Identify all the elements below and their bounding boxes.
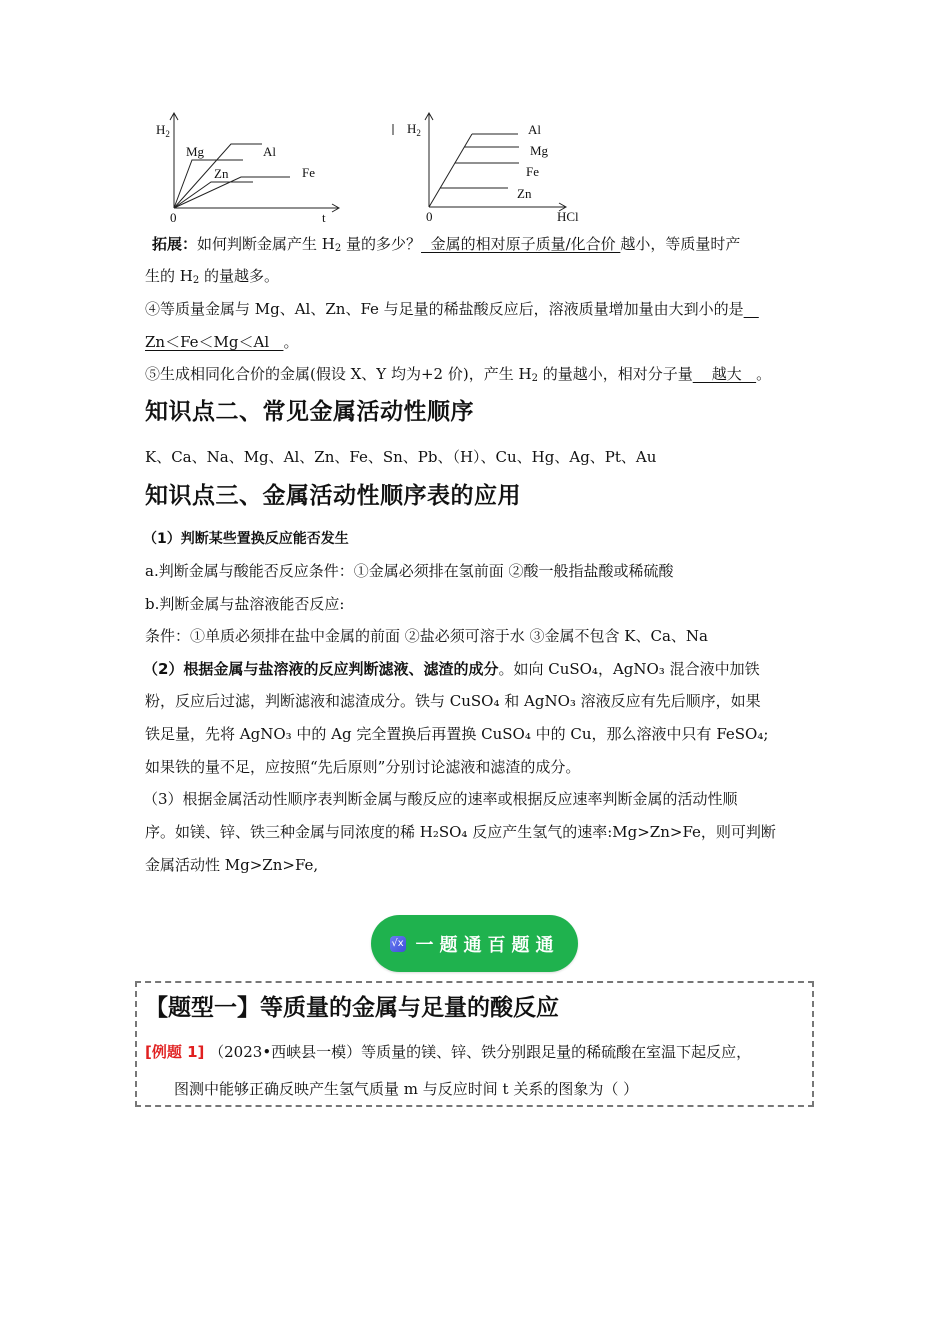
point-3-line-1: （3）根据金属活动性顺序表判断金属与酸反应的速率或根据反应速率判断金属的活动性顺 xyxy=(143,790,738,808)
point-1-b: b.判断金属与盐溶液能否反应: xyxy=(145,595,345,613)
question-type-title: 【题型一】等质量的金属与足量的酸反应 xyxy=(145,995,559,1021)
question-box xyxy=(135,981,814,1107)
section-3-heading: 知识点三、金属活动性顺序表的应用 xyxy=(145,483,521,509)
point-3-line-3: 金属活动性 Mg>Zn>Fe, xyxy=(145,856,319,874)
item-4-line-2: Zn＜Fe＜Mg＜Al 。 xyxy=(145,333,299,351)
origin-label: 0 xyxy=(170,210,177,225)
legend-al: Al xyxy=(528,122,541,137)
point-2-line-1: （2）根据金属与盐溶液的反应判断滤液、滤渣的成分。如向 CuSO₄，AgNO₃ 混合液中加铁 xyxy=(143,660,760,678)
legend-fe: Fe xyxy=(526,164,539,179)
legend-fe: Fe xyxy=(302,165,315,180)
legend-zn: Zn xyxy=(214,166,229,181)
item-4-answer: Zn＜Fe＜Mg＜Al xyxy=(145,333,284,351)
item-5-answer: 越大 xyxy=(692,365,757,383)
example-tag: [例题 1] xyxy=(145,1043,205,1061)
banner-one-question-many xyxy=(371,915,578,972)
section-2-heading: 知识点二、常见金属活动性顺序 xyxy=(145,399,474,425)
activity-series: K、Ca、Na、Mg、Al、Zn、Fe、Sn、Pb、（H）、Cu、Hg、Ag、Pt、Au xyxy=(145,448,657,466)
point-2-line-4: 如果铁的量不足，应按照“先后原则”分别讨论滤液和滤渣的成分。 xyxy=(145,758,581,776)
example-line-1: [例题 1] （2023•西峡县一模）等质量的镁、锌、铁分别跟足量的稀硫酸在室温下起反应， xyxy=(145,1043,752,1061)
legend-mg: Mg xyxy=(186,144,205,159)
example-line-2: 图测中能够正确反映产生氢气质量 m 与反应时间 t 关系的图象为（ ） xyxy=(174,1080,639,1098)
legend-al: Al xyxy=(263,144,276,159)
y-axis-label: $H_2$ xyxy=(156,122,170,139)
banner-label: 一题通百题通 xyxy=(415,934,560,956)
item-4-line-1: ④等质量金属与 Mg、Al、Zn、Fe 与足量的稀盐酸反应后，溶液质量增加量由大到小的是__ xyxy=(145,300,759,318)
x-axis-label: t xyxy=(322,210,326,225)
extension-answer: 金属的相对原子质量/化合价 xyxy=(421,235,621,253)
chart-h2-vs-hcl xyxy=(385,105,595,225)
extension-line-1: 拓展：如何判断金属产生 $H_2$ 量的多少？ 金属的相对原子质量/化合价 越小，等质量时产 xyxy=(152,235,741,254)
point-3-line-2: 序。如镁、锌、铁三种金属与同浓度的稀 H₂SO₄ 反应产生氢气的速率:Mg>Zn>Fe，则可判断 xyxy=(145,823,776,841)
item-5: ⑤生成相同化合价的金属(假设 X、Y 均为+2 价)，产生 $H_2$ 的量越小，相对分子量 越大 。 xyxy=(145,365,772,384)
origin-label: 0 xyxy=(426,209,433,224)
extension-label: 拓展： xyxy=(152,235,198,253)
sqrt-x-icon: √x xyxy=(390,936,406,952)
chart-h2-vs-time xyxy=(150,105,360,225)
point-2-title: （2）根据金属与盐溶液的反应判断滤液、滤渣的成分 xyxy=(143,660,499,678)
point-1-title: （1）判断某些置换反应能否发生 xyxy=(143,531,349,547)
point-2-line-3: 铁足量，先将 AgNO₃ 中的 Ag 完全置换后再置换 CuSO₄ 中的 Cu，那么溶液中只有 FeSO₄; xyxy=(145,725,769,743)
point-1-conditions: 条件：①单质必须排在盐中金属的前面 ②盐必须可溶于水 ③金属不包含 K、Ca、Na xyxy=(145,627,709,645)
point-2-line-2: 粉，反应后过滤，判断滤液和滤渣成分。铁与 CuSO₄ 和 AgNO₃ 溶液反应有先后顺序，如果 xyxy=(145,692,761,710)
x-axis-label: HCl xyxy=(557,209,579,224)
point-1-a: a.判断金属与酸能否反应条件：①金属必须排在氢前面 ②酸一般指盐酸或稀硫酸 xyxy=(145,562,674,580)
legend-mg: Mg xyxy=(530,143,549,158)
y-axis-label: $H_2$ xyxy=(407,121,421,138)
legend-zn: Zn xyxy=(517,186,532,201)
extension-line-2: 生的 $H_2$ 的量越多。 xyxy=(145,267,280,286)
